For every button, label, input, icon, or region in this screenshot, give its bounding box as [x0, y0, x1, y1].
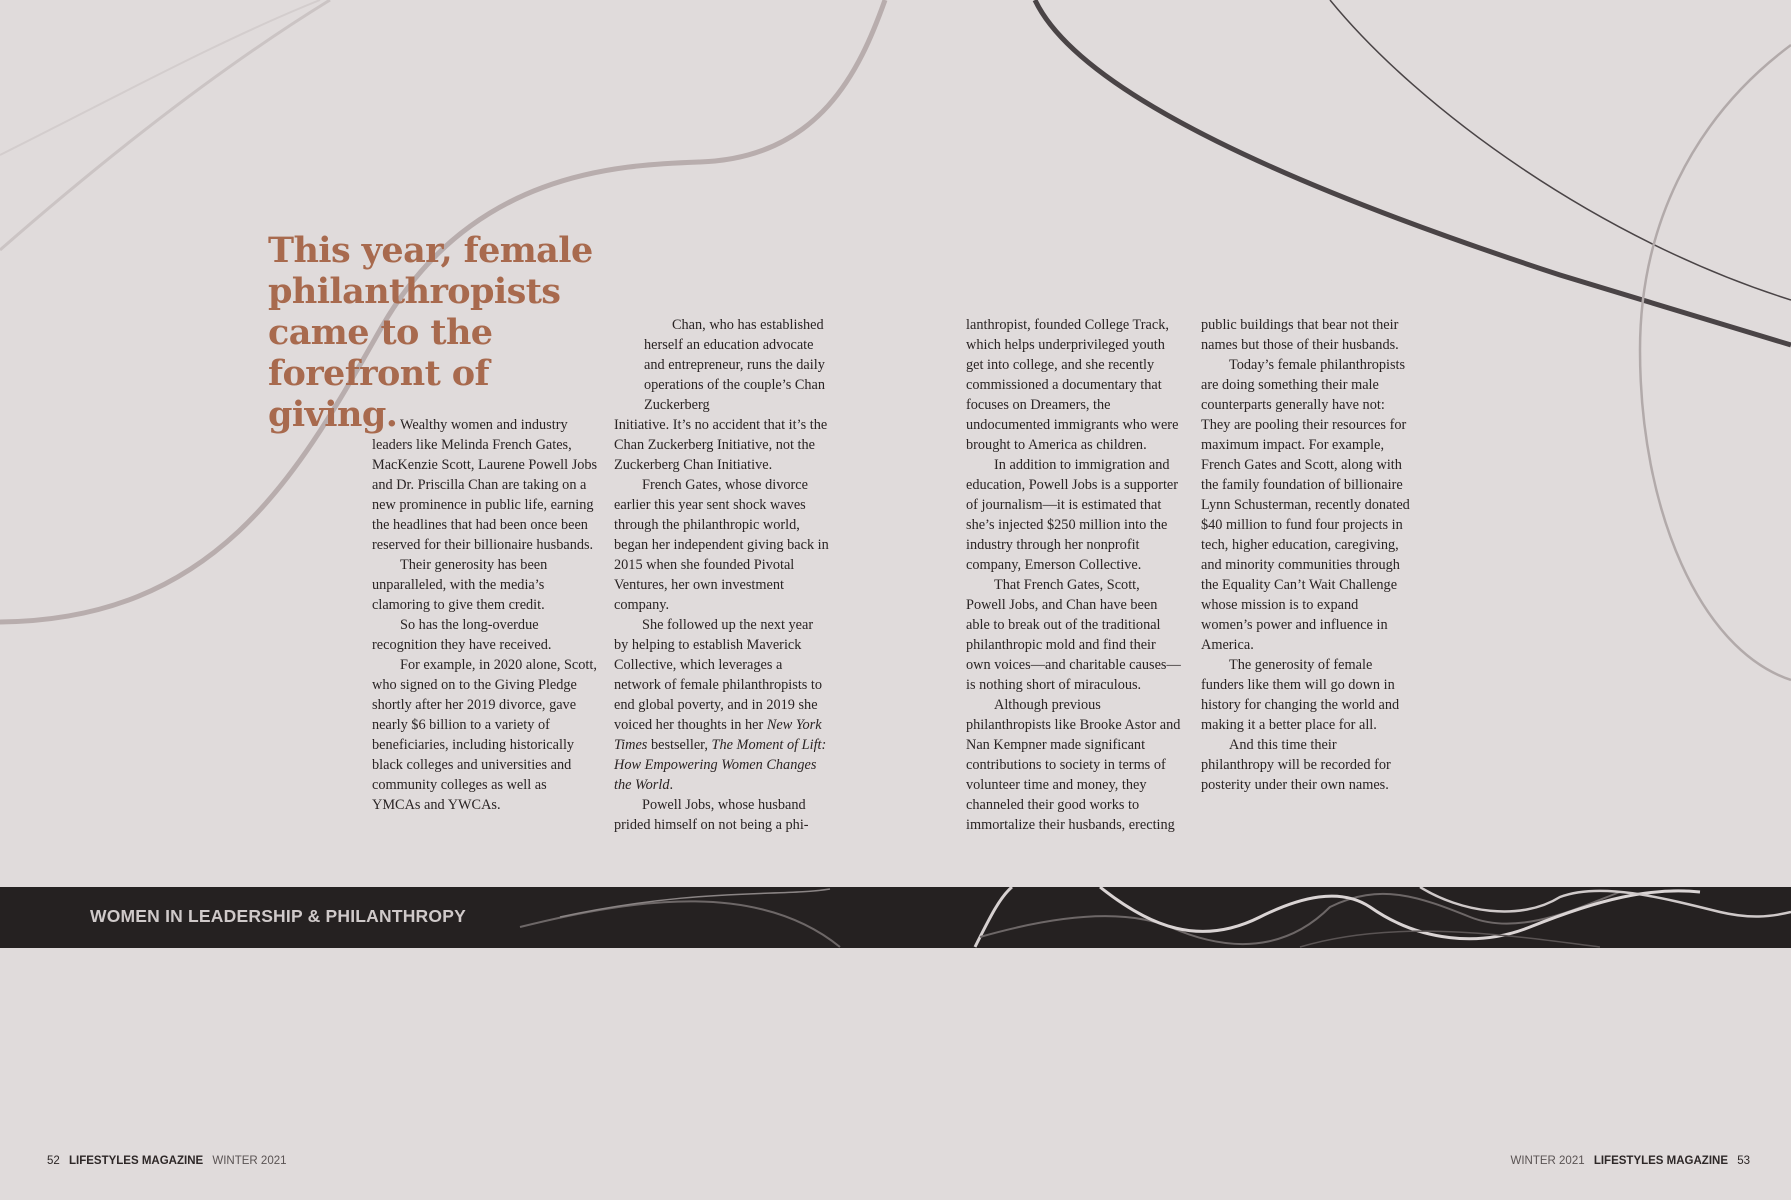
paragraph: And this time their philanthropy will be recorded for posterity under their own names.	[1201, 737, 1391, 793]
paragraph-continuation: Initiative. It’s no accident that it’s the Chan Zuckerberg Initiative, not the Zuckerberg Chan Initiative.	[614, 417, 828, 473]
book-title: The Moment of Lift: How Empowering Women Changes the World	[614, 737, 827, 793]
paragraph: In addition to immigration and education, Powell Jobs is a supporter of journalism—it is estimated that she’s injected $250 million into the industry through her nonprofit company, Emerson Collective.	[966, 457, 1179, 573]
curve-faint-top-left	[0, 0, 320, 155]
paragraph: So has the long-overdue recognition they have received.	[372, 617, 552, 653]
paragraph-inset: Chan, who has established herself an education advocate and entrepreneur, runs the daily operations of the couple’s Chan Zuckerberg	[644, 317, 826, 413]
issue-label: WINTER 2021	[1510, 1155, 1585, 1167]
magazine-name: LIFESTYLES MAGAZINE	[69, 1155, 204, 1167]
paragraph: That French Gates, Scott, Powell Jobs, and Chan have been able to break out of the traditional philanthropic mold and find their own voices—and charitable causes—is nothing short of miraculous.	[966, 577, 1181, 693]
issue-label: WINTER 2021	[212, 1155, 287, 1167]
book-title-newspaper: New York Times	[614, 717, 822, 753]
curve-gray-right	[1640, 45, 1791, 680]
page-number: 52	[47, 1155, 60, 1167]
paragraph: For example, in 2020 alone, Scott, who signed on to the Giving Pledge shortly after her 2019 divorce, gave nearly $6 billion to a variety of beneficiaries, including historically black colleges and universities and community colleges as well as YMCAs and YWCAs.	[372, 657, 597, 813]
section-banner	[0, 887, 1791, 948]
paragraph: Wealthy women and industry leaders like Melinda French Gates, MacKenzie Scott, Laurene Powell Jobs and Dr. Priscilla Chan are taking on a new prominence in public life, earning the headlines that had been once been reserved for their billionaire husbands.	[372, 417, 598, 553]
paragraph: Although previous philanthropists like Brooke Astor and Nan Kempner made significant contributions to society in terms of volunteer time and money, they channeled their good works to immortalize their husbands, erecting	[966, 697, 1181, 833]
paragraph-text: She followed up the next year by helping to establish Maverick Collective, which leverages a network of female philanthropists to end global poverty, and in 2019 she voiced her thoughts in her	[614, 617, 823, 733]
curve-dark-thick	[1035, 0, 1791, 345]
paragraph-text: .	[669, 777, 674, 793]
paragraph-text: bestseller,	[647, 737, 712, 753]
paragraph: Their generosity has been unparalleled, with the media’s clamoring to give them credit.	[372, 557, 548, 613]
curve-dark-thin	[1330, 0, 1791, 300]
section-banner-title: WOMEN IN LEADERSHIP & PHILANTHROPY	[90, 906, 466, 926]
magazine-name: LIFESTYLES MAGAZINE	[1593, 1155, 1728, 1167]
article-column-4	[1201, 315, 1413, 795]
paragraph: The generosity of female funders like them will go down in history for changing the world and making it a better place for all.	[1201, 657, 1400, 733]
paragraph: Today’s female philanthropists are doing something their male counterparts generally have not: They are pooling their resources for maximum impact. For example, French Gates and Scott, along with the family foundation of billionaire Lynn Schusterman, recently donated $40 million to fund four projects in tech, higher education, caregiving, and minority communities through the Equality Can’t Wait Challenge whose mission is to expand women’s power and influence in America.	[1201, 357, 1410, 653]
page-number: 53	[1737, 1155, 1750, 1167]
paragraph-continuation: lanthropist, founded College Track, which helps underprivileged youth get into college, and she recently commissioned a documentary that focuses on Dreamers, the undocumented immigrants who were brought to America as children.	[966, 317, 1179, 453]
curve-light-gray	[0, 0, 330, 250]
footer-folio-left	[47, 1155, 293, 1167]
paragraph: French Gates, whose divorce earlier this year sent shock waves through the philanthropic world, began her independent giving back in 2015 when she founded Pivotal Ventures, her own investment company.	[614, 477, 829, 613]
paragraph	[614, 615, 829, 795]
paragraph: Powell Jobs, whose husband prided himself on not being a phi-	[614, 797, 809, 833]
paragraph-continuation: public buildings that bear not their names but those of their husbands.	[1201, 317, 1399, 353]
article-column-3	[966, 315, 1182, 835]
article-column-1	[372, 415, 598, 815]
article-column-2	[614, 315, 829, 835]
article-headline: This year, female philanthropists came to the forefront of giving.	[268, 230, 593, 435]
footer-folio-right	[1504, 1155, 1750, 1167]
